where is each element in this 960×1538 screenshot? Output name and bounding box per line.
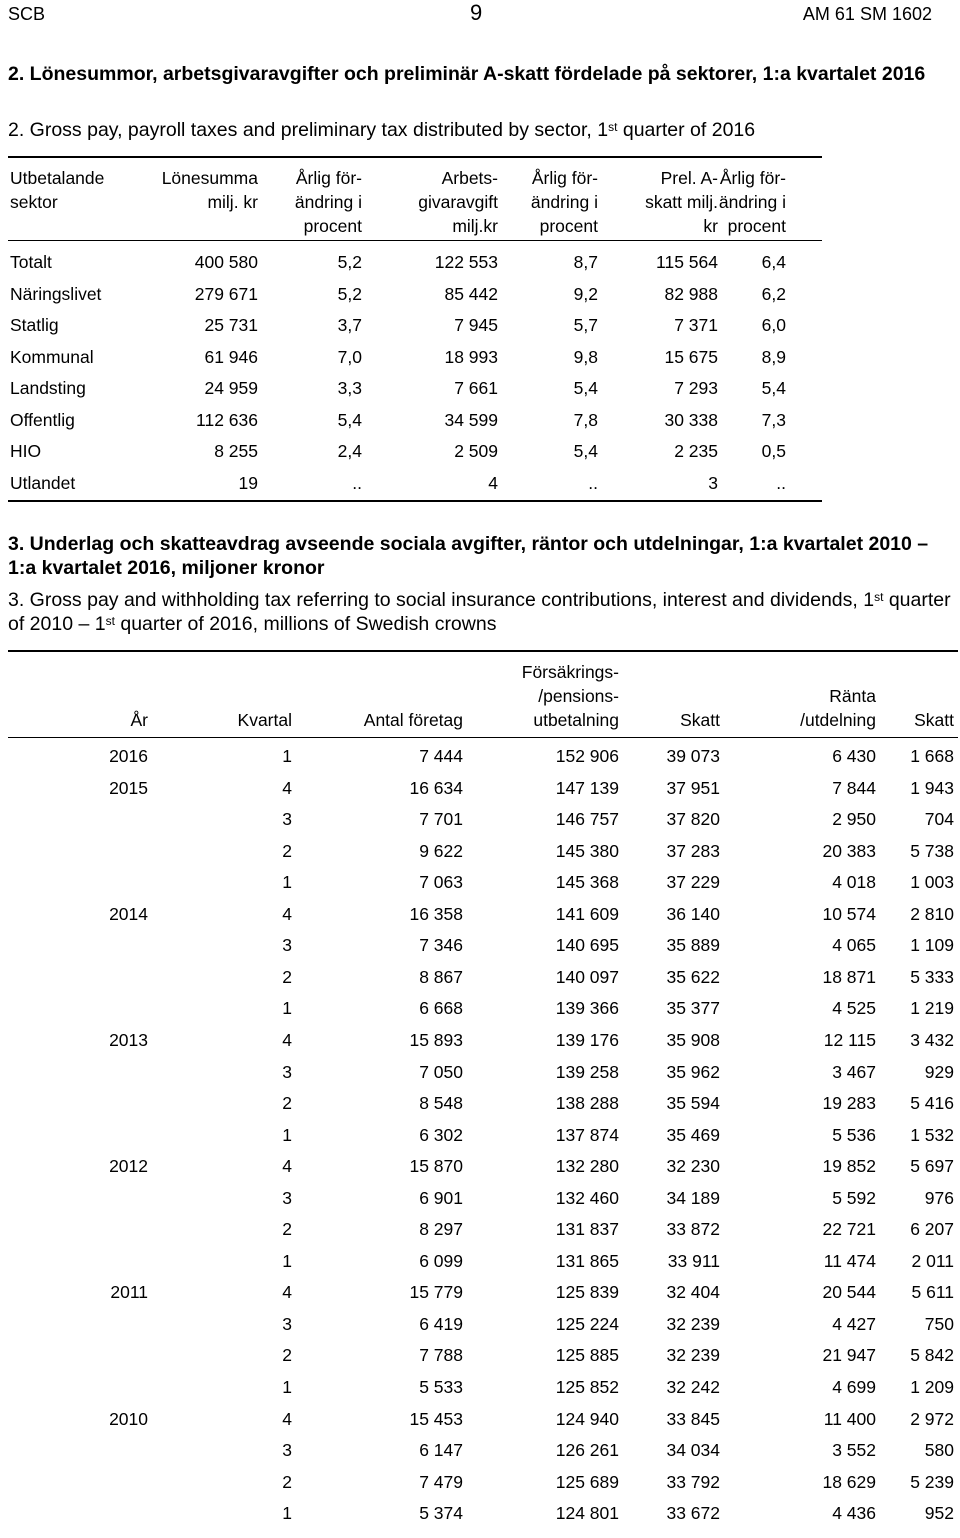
table-cell: 4 018 (832, 872, 876, 893)
table-cell: 1 (282, 1250, 292, 1271)
table-cell: 929 (924, 1061, 954, 1082)
table-row (0, 778, 960, 802)
table-cell: 2 (282, 1471, 292, 1492)
table-row (0, 1219, 960, 1243)
table-cell: 5 697 (910, 1156, 954, 1177)
table-cell: 2011 (110, 1282, 148, 1303)
table1-col-header: Årlig för- ändring i procent (718, 168, 786, 236)
table1-col-header: Utbetalande sektor (10, 168, 105, 212)
row-label: Kommunal (10, 346, 94, 367)
table-cell: 4 (488, 472, 498, 493)
table-row (0, 1282, 960, 1306)
table1-header-rule (8, 240, 822, 241)
table-row (0, 1472, 960, 1496)
table-row (0, 1156, 960, 1180)
table-cell: 126 261 (555, 1440, 619, 1461)
table1-top-rule (8, 156, 822, 158)
table-cell: 4 436 (832, 1503, 876, 1524)
table-cell: 5 611 (911, 1282, 954, 1303)
table-cell: 6 668 (419, 998, 463, 1019)
table-cell: 139 258 (555, 1061, 619, 1082)
table-cell: 5 416 (910, 1093, 954, 1114)
table-cell: 8,7 (573, 252, 598, 272)
table-cell: 139 176 (555, 1029, 619, 1050)
table-cell: 11 474 (823, 1250, 876, 1271)
table-cell: 6 302 (419, 1124, 463, 1145)
table-cell: 2 972 (910, 1408, 954, 1429)
table-cell: 2 509 (454, 441, 498, 461)
table-row (0, 935, 960, 959)
table-cell: 3 (282, 1440, 292, 1461)
table-cell: 5,7 (573, 315, 598, 335)
table-cell: 141 609 (555, 903, 619, 924)
table-cell: 8 255 (214, 441, 258, 461)
table-cell: 2 (282, 966, 292, 987)
table-row (0, 1377, 960, 1401)
table-cell: 2 235 (674, 441, 718, 461)
row-label: Näringslivet (10, 283, 102, 304)
table-cell: 132 460 (555, 1187, 619, 1208)
table-cell: 4 427 (832, 1313, 876, 1334)
table-cell: 5,4 (337, 409, 362, 430)
table2-top-rule (8, 650, 958, 652)
table-cell: 37 951 (666, 777, 720, 798)
table-cell: 4 (282, 1156, 292, 1177)
table2-col-header: Kvartal (237, 710, 292, 730)
table-row (0, 252, 960, 276)
table-cell: 5,2 (337, 283, 362, 304)
table-cell: 4 (282, 1029, 292, 1050)
table-cell: 2 (282, 1345, 292, 1366)
table-cell: 122 553 (434, 252, 498, 272)
table-cell: 5 592 (832, 1187, 876, 1208)
table-cell: 9,8 (573, 346, 598, 367)
table-row (0, 1030, 960, 1054)
table-cell: 18 871 (822, 966, 876, 987)
table-cell: 145 368 (555, 872, 619, 893)
table-cell: .. (776, 472, 786, 493)
table-cell: 25 731 (204, 315, 258, 335)
table-cell: 115 564 (656, 252, 718, 272)
table-cell: 35 889 (666, 935, 720, 956)
table-row (0, 441, 960, 465)
table-cell: 33 872 (666, 1219, 720, 1240)
table-row (0, 967, 960, 991)
table-cell: 124 940 (555, 1408, 619, 1429)
table-cell: 4 (282, 1282, 292, 1303)
table-cell: 16 358 (409, 903, 463, 924)
table-cell: 6 901 (419, 1187, 463, 1208)
table-cell: 34 599 (444, 409, 498, 430)
table-cell: 1 (282, 998, 292, 1019)
table-cell: 112 636 (196, 409, 258, 430)
table-row (0, 1093, 960, 1117)
table-cell: 7 479 (419, 1471, 463, 1492)
table-row (0, 998, 960, 1022)
row-label: Utlandet (10, 472, 76, 493)
table-cell: 6 419 (419, 1313, 463, 1334)
table1-col-header: Årlig för- ändring i procent (530, 168, 598, 236)
table-cell: 2012 (109, 1156, 148, 1177)
table-cell: 7 050 (419, 1061, 463, 1082)
table-row (0, 1062, 960, 1086)
table-cell: 12 115 (823, 1029, 876, 1050)
table-cell: 7 346 (419, 935, 463, 956)
table-cell: 4 (282, 903, 292, 924)
table-cell: 10 574 (822, 903, 876, 924)
table-cell: 32 242 (666, 1377, 720, 1397)
table-row (0, 473, 960, 497)
table-cell: 279 671 (194, 283, 258, 304)
table-cell: 3 552 (832, 1440, 876, 1461)
table-cell: 1 668 (910, 746, 954, 766)
table-cell: 2015 (109, 777, 148, 798)
row-label: Totalt (10, 252, 52, 272)
table-cell: 5,4 (761, 378, 786, 398)
table-cell: 6 147 (419, 1440, 463, 1461)
table-cell: 1 (282, 1124, 292, 1145)
table-cell: 85 442 (444, 283, 498, 304)
table-cell: 32 239 (666, 1313, 720, 1334)
table-cell: 18 629 (822, 1471, 876, 1492)
table-cell: 138 288 (555, 1093, 619, 1114)
table-cell: 15 893 (409, 1029, 463, 1050)
table-cell: 3 (708, 472, 718, 493)
table-cell: 9,2 (573, 283, 598, 304)
table-cell: 952 (924, 1503, 954, 1524)
table-row (0, 1314, 960, 1338)
table-cell: 1 (282, 872, 292, 893)
table2-title-sv: 3. Underlag och skatteavdrag avseende sociala avgifter, räntor och utdelningar, 1:a kvartalet 2010 – 1:a kvartalet 2016, miljoner kronor (8, 533, 929, 579)
table-cell: 6 207 (910, 1219, 954, 1240)
table-cell: 1 109 (910, 935, 954, 956)
table-cell: 21 947 (822, 1345, 876, 1366)
table-cell: 19 852 (822, 1156, 876, 1177)
table-cell: 7 371 (674, 315, 718, 335)
table-cell: 7,0 (337, 346, 362, 367)
table-cell: 0,5 (761, 441, 786, 461)
row-label: HIO (10, 441, 42, 461)
table-cell: 9 622 (419, 840, 463, 861)
table-cell: 6,4 (761, 252, 786, 272)
table-cell: 3,7 (337, 315, 362, 335)
table-cell: 6 430 (832, 746, 876, 766)
table-cell: 32 404 (666, 1282, 720, 1303)
table-cell: 16 634 (409, 777, 463, 798)
table-cell: 5 536 (832, 1124, 876, 1145)
table-row (0, 1125, 960, 1149)
table-cell: 20 544 (822, 1282, 876, 1303)
table-cell: 33 672 (666, 1503, 720, 1524)
table1-title-sv: 2. Lönesummor, arbetsgivaravgifter och preliminär A-skatt fördelade på sektorer, 1:a kvartalet 2016 (8, 63, 926, 85)
table-row (0, 872, 960, 896)
table-cell: 132 280 (555, 1156, 619, 1177)
table-cell: 4 (282, 777, 292, 798)
table-cell: 5,2 (337, 252, 362, 272)
row-label: Offentlig (10, 409, 75, 430)
table-cell: 6,0 (761, 315, 786, 335)
table-row (0, 1251, 960, 1275)
table-row (0, 284, 960, 308)
table-cell: 140 695 (555, 935, 619, 956)
table-cell: 4 065 (832, 935, 876, 956)
table-cell: 37 820 (666, 809, 720, 830)
table-cell: 35 622 (666, 966, 720, 987)
table-cell: 4 525 (832, 998, 876, 1019)
table-cell: 6,2 (761, 283, 786, 304)
table-cell: 124 801 (555, 1503, 619, 1524)
header-series: AM 61 SM 1602 (802, 4, 932, 24)
table-cell: 8 297 (419, 1219, 463, 1240)
table-cell: 15 779 (409, 1282, 463, 1303)
table-cell: 33 911 (667, 1250, 720, 1271)
table-cell: 30 338 (664, 409, 718, 430)
table-cell: 2013 (109, 1029, 148, 1050)
table-row (0, 347, 960, 371)
table-cell: .. (588, 472, 598, 493)
table-cell: 7 293 (674, 378, 718, 398)
table-cell: 15 675 (664, 346, 718, 367)
table-cell: 34 034 (666, 1440, 720, 1461)
table-row (0, 904, 960, 928)
table-cell: 35 962 (666, 1061, 720, 1082)
table2-col-header: Skatt (914, 710, 954, 730)
header-org: SCB (8, 4, 46, 24)
table-cell: 6 099 (419, 1250, 463, 1271)
table-cell: 8 867 (419, 966, 463, 987)
table-cell: 22 721 (822, 1219, 876, 1240)
table-cell: 3,3 (337, 378, 362, 398)
table2-col-header: Skatt (680, 710, 720, 730)
table-row (0, 1345, 960, 1369)
table-cell: 1 943 (910, 777, 954, 798)
table-cell: 2016 (109, 746, 148, 766)
table2-title-en: 3. Gross pay and withholding tax referring to social insurance contributions, interest and dividends, 1st quarter of 2010 – 1st quarter of 2016, millions of Swedish crowns (8, 589, 951, 635)
table-cell: 125 885 (555, 1345, 619, 1366)
table1-col-header: Prel. A- skatt milj. kr (645, 168, 718, 236)
table-cell: 2,4 (337, 441, 362, 461)
table-row (0, 315, 960, 339)
table-cell: 82 988 (664, 283, 718, 304)
table-cell: 15 870 (409, 1156, 463, 1177)
table-cell: 39 073 (666, 746, 720, 766)
table-cell: 5 738 (910, 840, 954, 861)
page-header (8, 2, 932, 24)
table-cell: 7 661 (454, 378, 498, 398)
table-cell: 3 (282, 1061, 292, 1082)
table-row (0, 410, 960, 434)
table1-col-header: Årlig för- ändring i procent (294, 168, 362, 236)
table1-bottom-rule (8, 500, 822, 502)
table-cell: 20 383 (822, 840, 876, 861)
table-cell: 1 003 (910, 872, 954, 893)
table-cell: 34 189 (666, 1187, 720, 1208)
table-cell: 2 810 (910, 903, 954, 924)
table-cell: 3 432 (910, 1029, 954, 1050)
table-cell: 7 701 (419, 809, 463, 830)
table-cell: 5,4 (573, 441, 598, 461)
table-cell: 5 533 (419, 1377, 463, 1397)
table-cell: 140 097 (555, 966, 619, 987)
table-cell: 32 239 (666, 1345, 720, 1366)
table2-col-header: Ränta /utdelning (800, 686, 876, 730)
table-cell: 1 209 (910, 1377, 954, 1397)
table-cell: 131 865 (555, 1250, 619, 1271)
table-cell: 8 548 (419, 1093, 463, 1114)
table-cell: 15 453 (409, 1408, 463, 1429)
table-cell: 35 908 (666, 1029, 720, 1050)
table-row (0, 1503, 960, 1527)
table-cell: 125 852 (555, 1377, 619, 1397)
table-cell: 400 580 (194, 252, 258, 272)
table-row (0, 809, 960, 833)
table-cell: 8,9 (761, 346, 786, 367)
table-cell: 18 993 (444, 346, 498, 367)
table-cell: 2010 (109, 1408, 148, 1429)
table-cell: 4 (282, 1408, 292, 1429)
row-label: Statlig (10, 315, 59, 335)
table-cell: 5 333 (910, 966, 954, 987)
table-cell: 2014 (109, 903, 148, 924)
table-cell: 33 845 (666, 1408, 720, 1429)
table-cell: 33 792 (666, 1471, 720, 1492)
table-cell: 3 (282, 935, 292, 956)
table-cell: 580 (924, 1440, 954, 1461)
table-cell: 19 283 (822, 1093, 876, 1114)
table1-col-header: Lönesumma milj. kr (161, 168, 258, 212)
table-cell: 19 (238, 472, 258, 493)
table-cell: 7 844 (832, 777, 876, 798)
table-cell: 5,4 (573, 378, 598, 398)
table-cell: 7 945 (454, 315, 498, 335)
table-cell: 1 219 (910, 998, 954, 1019)
table-cell: 32 230 (666, 1156, 720, 1177)
table-row (0, 1188, 960, 1212)
page-number: 9 (470, 0, 483, 25)
table-cell: 7,8 (573, 409, 598, 430)
table-cell: 4 699 (832, 1377, 876, 1397)
table-cell: 36 140 (666, 903, 720, 924)
table-cell: 147 139 (555, 777, 619, 798)
table-cell: 131 837 (555, 1219, 619, 1240)
table-cell: 5 842 (910, 1345, 954, 1366)
table2-col-header: Försäkrings- /pensions- utbetalning (521, 662, 619, 730)
table-cell: 35 469 (666, 1124, 720, 1145)
table1-col-header: Arbets- givaravgift milj.kr (418, 168, 498, 236)
table-cell: 125 224 (555, 1313, 619, 1334)
table-cell: 2 011 (911, 1250, 954, 1271)
table-cell: 61 946 (204, 346, 258, 367)
table-cell: 1 532 (910, 1124, 954, 1145)
table-cell: 7 444 (419, 746, 463, 766)
table-cell: 3 (282, 809, 292, 830)
table-cell: 139 366 (555, 998, 619, 1019)
table-cell: 2 950 (832, 809, 876, 830)
table-cell: 2 (282, 840, 292, 861)
table-cell: 145 380 (555, 840, 619, 861)
row-label: Landsting (10, 378, 86, 398)
table-cell: 976 (924, 1187, 954, 1208)
table-cell: 7,3 (761, 409, 786, 430)
table-cell: 2 (282, 1219, 292, 1240)
table2-col-header: Antal företag (363, 710, 463, 730)
table-cell: 146 757 (555, 809, 619, 830)
table-cell: 7 063 (419, 872, 463, 893)
table-cell: 2 (282, 1093, 292, 1114)
table-cell: 1 (282, 1377, 292, 1397)
table-cell: 24 959 (204, 378, 258, 398)
table-cell: 1 (282, 746, 292, 766)
table-row (0, 1409, 960, 1433)
table2-header-rule (8, 737, 958, 738)
table-cell: 704 (924, 809, 954, 830)
table-cell: 3 (282, 1313, 292, 1334)
table-cell: 1 (282, 1503, 292, 1524)
table-cell: 3 (282, 1187, 292, 1208)
table-cell: 35 594 (666, 1093, 720, 1114)
table2-col-header: År (130, 710, 148, 730)
table-cell: 37 229 (666, 872, 720, 893)
table-row (0, 378, 960, 402)
table-cell: 7 788 (419, 1345, 463, 1366)
table1-title-en: 2. Gross pay, payroll taxes and preliminary tax distributed by sector, 1st quarter of 2016 (8, 119, 756, 141)
table-cell: 11 400 (823, 1408, 876, 1429)
table-cell: 5 374 (419, 1503, 463, 1524)
table-row (0, 841, 960, 865)
table-cell: 3 467 (832, 1061, 876, 1082)
table-cell: .. (352, 472, 362, 493)
table-cell: 750 (924, 1313, 954, 1334)
table-row (0, 746, 960, 770)
table-row (0, 1440, 960, 1464)
table-cell: 137 874 (555, 1124, 619, 1145)
table-cell: 37 283 (666, 840, 720, 861)
table-cell: 152 906 (555, 746, 619, 766)
table-cell: 35 377 (666, 998, 720, 1019)
table-cell: 125 689 (555, 1471, 619, 1492)
table-cell: 125 839 (555, 1282, 619, 1303)
table-cell: 5 239 (910, 1471, 954, 1492)
